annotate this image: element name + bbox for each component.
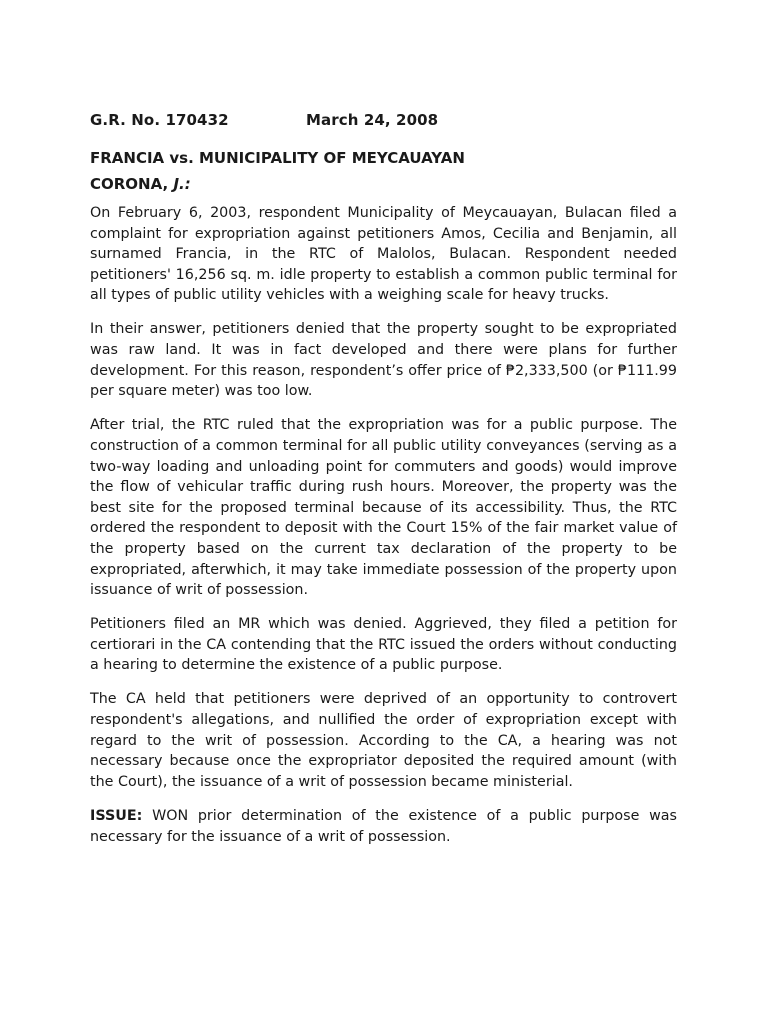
- spacer: [90, 402, 677, 416]
- paragraph-facts: On February 6, 2003, respondent Municipality of Meycauayan, Bulacan filed a complaint for expropriation against petitioners Amos, Cecilia and Benjamin, all surnamed Francia, in the RTC of Malolos, Bulacan. Respondent needed petitioners' 16,256 sq. m. idle property to establish a common public terminal for all types of public utility vehicles with a weighing scale for heavy trucks.: [90, 205, 677, 304]
- paragraph-ca-ruling: The CA held that petitioners were deprived of an opportunity to controvert respondent's allegations, and nullified the order of expropriation except with regard to the writ of possession. According to the CA, a hearing was not necessary because once the expropriator deposited the required amount (with the Court), the issuance of a writ of possession became ministerial.: [90, 691, 677, 790]
- issue-text: WON prior determination of the existence of a public purpose was necessary for the issuance of a writ of possession.: [90, 807, 678, 845]
- paragraph-petition: Petitioners filed an MR which was denied. Aggrieved, they filed a petition for certiorari in the CA contending that the RTC issued the orders without conducting a hearing to determine the existence of a public purpose.: [90, 616, 677, 674]
- issue-label: ISSUE:: [90, 807, 143, 824]
- issue-paragraph: [90, 806, 677, 847]
- case-title: FRANCIA vs. MUNICIPALITY OF MEYCAUAYAN: [90, 149, 465, 167]
- spacer: [90, 132, 677, 145]
- paragraph-answer: In their answer, petitioners denied that the property sought to be expropriated was raw land. It was in fact developed and there were plans for further development. For this reason, respondent’s offer price of ₱2,333,500 (or ₱111.99 per square meter) was too low.: [90, 321, 677, 400]
- spacer: [90, 792, 677, 806]
- case-header: [90, 108, 677, 132]
- spacer: [90, 306, 677, 320]
- ponente-suffix: J.:: [173, 175, 191, 193]
- ponente: [90, 171, 677, 197]
- paragraph-rtc-ruling: After trial, the RTC ruled that the expropriation was for a public purpose. The construction of a common terminal for all public utility conveyances (serving as a two-way loading and unloading point for commuters and goods) would improve the flow of vehicular traffic during rush hours. Moreover, the property was the best site for the proposed terminal because of its accessibility. Thus, the RTC ordered the respondent to deposit with the Court 15% of the fair market value of the property based on the current tax declaration of the property to be expropriated, afterwhich, it may take immediate possession of the property upon issuance of writ of possession.: [90, 417, 677, 599]
- decision-date: March 24, 2008: [306, 111, 439, 129]
- spacer: [90, 601, 677, 615]
- case-number: G.R. No. 170432: [90, 111, 229, 129]
- document-page: [90, 108, 677, 847]
- ponente-name: CORONA,: [90, 175, 169, 193]
- spacer: [90, 676, 677, 690]
